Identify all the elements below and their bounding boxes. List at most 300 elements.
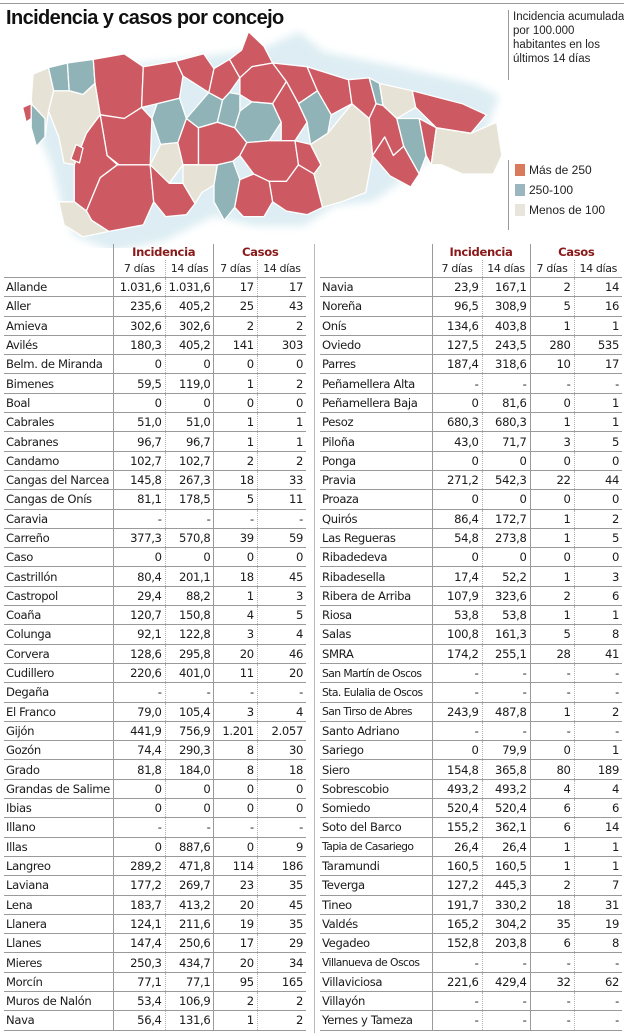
casos-7d: 3 <box>214 625 257 644</box>
incidencia-7d: - <box>113 683 165 702</box>
legend-label-low: Menos de 100 <box>529 203 606 217</box>
table-row <box>320 548 622 567</box>
incidencia-7d: 53,8 <box>432 606 482 625</box>
casos-14d: - <box>257 683 306 702</box>
casos-7d: - <box>530 991 574 1010</box>
concejo-name: Candamo <box>4 451 113 470</box>
concejo-name: Proaza <box>320 490 432 509</box>
table-row <box>320 972 622 991</box>
casos-7d: 1 <box>530 316 574 335</box>
concejo-name: Ibias <box>4 799 113 818</box>
incidencia-14d: 0 <box>482 548 530 567</box>
table-row <box>320 355 622 374</box>
header-blank <box>320 260 432 278</box>
table-row <box>320 297 622 316</box>
concejo-name: Castropol <box>4 586 113 605</box>
casos-14d: 1 <box>574 856 622 875</box>
incidencia-14d: 1.031,6 <box>165 278 214 297</box>
incidencia-7d: 302,6 <box>113 316 165 335</box>
casos-14d: 2 <box>257 374 306 393</box>
table-row <box>320 741 622 760</box>
table-row <box>320 567 622 586</box>
incidencia-7d: 520,4 <box>432 799 482 818</box>
casos-14d: 62 <box>574 972 622 991</box>
table-row <box>4 914 306 933</box>
concejo-name: Coaña <box>4 606 113 625</box>
concejo-name: Belm. de Miranda <box>4 355 113 374</box>
casos-14d: 165 <box>257 972 306 991</box>
incidencia-14d: 167,1 <box>482 278 530 297</box>
map-region-high <box>235 174 273 217</box>
incidencia-7d: 289,2 <box>113 856 165 875</box>
incidencia-7d: 0 <box>432 741 482 760</box>
concejo-name: Gozón <box>4 741 113 760</box>
casos-7d: 4 <box>530 779 574 798</box>
casos-7d: 18 <box>530 895 574 914</box>
casos-14d: 5 <box>257 606 306 625</box>
table-row <box>4 297 306 316</box>
incidencia-7d: 0 <box>432 490 482 509</box>
casos-7d: 22 <box>530 470 574 489</box>
incidencia-7d: 145,8 <box>113 470 165 489</box>
incidencia-7d: - <box>432 374 482 393</box>
table-row <box>320 934 622 953</box>
concejo-name: Grandas de Salime <box>4 779 113 798</box>
concejo-name: Corvera <box>4 644 113 663</box>
incidencia-14d: 413,2 <box>165 895 214 914</box>
table-row <box>4 335 306 354</box>
casos-14d: 1 <box>257 432 306 451</box>
incidencia-14d: 570,8 <box>165 528 214 547</box>
concejo-name: Lena <box>4 895 113 914</box>
incidencia-14d: 887,6 <box>165 837 214 856</box>
casos-7d: 0 <box>530 490 574 509</box>
casos-7d: 17 <box>214 934 257 953</box>
concejo-name: Langreo <box>4 856 113 875</box>
casos-7d: 17 <box>214 278 257 297</box>
incidencia-14d: 0 <box>165 393 214 412</box>
concejo-name: Ribadedeva <box>320 548 432 567</box>
incidencia-7d: 441,9 <box>113 721 165 740</box>
table-row <box>320 413 622 432</box>
casos-7d: 23 <box>214 876 257 895</box>
incidencia-14d: 0 <box>165 355 214 374</box>
table-row <box>320 374 622 393</box>
concejo-name: Soto del Barco <box>320 818 432 837</box>
casos-7d: 19 <box>214 914 257 933</box>
incidencia-14d: 267,3 <box>165 470 214 489</box>
header-cas-7: 7 días <box>530 260 574 278</box>
table-row <box>320 683 622 702</box>
incidencia-14d: 211,6 <box>165 914 214 933</box>
table-row <box>4 278 306 297</box>
table-row <box>320 644 622 663</box>
casos-7d: 20 <box>214 953 257 972</box>
concejo-name: Navia <box>320 278 432 297</box>
concejo-name: Bimenes <box>4 374 113 393</box>
concejo-name: Onís <box>320 316 432 335</box>
incidencia-7d: 493,2 <box>432 779 482 798</box>
casos-14d: 17 <box>574 355 622 374</box>
incidencia-7d: 152,8 <box>432 934 482 953</box>
incidencia-14d: 471,8 <box>165 856 214 875</box>
casos-7d: 1 <box>530 567 574 586</box>
incidencia-14d: 102,7 <box>165 451 214 470</box>
casos-14d: 14 <box>574 278 622 297</box>
casos-14d: 1 <box>574 606 622 625</box>
casos-7d: 5 <box>214 490 257 509</box>
casos-7d: 95 <box>214 972 257 991</box>
header-casos: Casos <box>214 244 306 260</box>
concejo-name: Castrillón <box>4 567 113 586</box>
incidencia-7d: 77,1 <box>113 972 165 991</box>
incidencia-7d: 235,6 <box>113 297 165 316</box>
casos-7d: 1 <box>214 413 257 432</box>
legend-swatch-mid <box>515 184 525 196</box>
incidencia-7d: 1.031,6 <box>113 278 165 297</box>
concejo-name: Cudillero <box>4 663 113 682</box>
table-row <box>4 413 306 432</box>
incidencia-14d: 302,6 <box>165 316 214 335</box>
concejo-name: SMRA <box>320 644 432 663</box>
legend-swatch-low <box>515 204 525 216</box>
incidencia-14d: 445,3 <box>482 876 530 895</box>
incidencia-14d: - <box>165 683 214 702</box>
concejo-name: Yernes y Tameza <box>320 1011 432 1030</box>
header-casos: Casos <box>530 244 622 260</box>
table-row <box>320 663 622 682</box>
incidencia-14d: 405,2 <box>165 297 214 316</box>
legend-item-low <box>513 200 624 220</box>
concejo-name: Sobrescobio <box>320 779 432 798</box>
incidencia-7d: 92,1 <box>113 625 165 644</box>
concejo-name: Sta. Eulalia de Oscos <box>320 683 432 702</box>
casos-14d: 59 <box>257 528 306 547</box>
casos-14d: 8 <box>574 934 622 953</box>
casos-7d: 20 <box>214 644 257 663</box>
incidencia-14d: 96,7 <box>165 432 214 451</box>
incidencia-14d: 255,1 <box>482 644 530 663</box>
incidencia-7d: 154,8 <box>432 760 482 779</box>
incidencia-14d: 403,8 <box>482 316 530 335</box>
concejo-name: Illas <box>4 837 113 856</box>
incidencia-7d: 680,3 <box>432 413 482 432</box>
table-row <box>320 625 622 644</box>
concejo-name: Villaviciosa <box>320 972 432 991</box>
concejo-name: Amieva <box>4 316 113 335</box>
table-row <box>4 470 306 489</box>
concejo-name: Caravia <box>4 509 113 528</box>
casos-14d: 3 <box>574 567 622 586</box>
casos-14d: - <box>574 721 622 740</box>
casos-14d: 535 <box>574 335 622 354</box>
incidencia-14d: 318,6 <box>482 355 530 374</box>
incidencia-14d: 0 <box>482 490 530 509</box>
incidencia-7d: 127,5 <box>432 335 482 354</box>
concejo-name: Tapia de Casariego <box>320 837 432 856</box>
table-row <box>320 876 622 895</box>
casos-7d: - <box>214 683 257 702</box>
legend-note: Incidencia acumulada por 100.000 habitantes en los últimos 14 días <box>508 10 624 80</box>
table-row <box>320 509 622 528</box>
incidencia-14d: 0 <box>165 799 214 818</box>
incidencia-14d: 362,1 <box>482 818 530 837</box>
concejo-name: Avilés <box>4 335 113 354</box>
casos-7d: 1 <box>530 528 574 547</box>
casos-14d: 35 <box>257 914 306 933</box>
incidencia-7d: 102,7 <box>113 451 165 470</box>
table-row <box>4 972 306 991</box>
table-row <box>4 934 306 953</box>
casos-14d: 4 <box>257 702 306 721</box>
incidencia-14d: 487,8 <box>482 702 530 721</box>
incidencia-7d: 174,2 <box>432 644 482 663</box>
incidencia-7d: 59,5 <box>113 374 165 393</box>
incidencia-7d: 86,4 <box>432 509 482 528</box>
casos-14d: 1 <box>574 316 622 335</box>
incidencia-7d: 26,4 <box>432 837 482 856</box>
incidencia-7d: 96,7 <box>113 432 165 451</box>
concejo-name: Oviedo <box>320 335 432 354</box>
casos-14d: 6 <box>574 799 622 818</box>
table-row <box>4 741 306 760</box>
casos-14d: 186 <box>257 856 306 875</box>
table-row <box>4 818 306 837</box>
table-row <box>4 625 306 644</box>
header-cas-14: 14 días <box>574 260 622 278</box>
concejo-name: Boal <box>4 393 113 412</box>
casos-7d: 18 <box>214 567 257 586</box>
incidencia-14d: 77,1 <box>165 972 214 991</box>
casos-14d: 0 <box>257 393 306 412</box>
incidencia-14d: 493,2 <box>482 779 530 798</box>
table-row <box>320 779 622 798</box>
concejo-name: Pravia <box>320 470 432 489</box>
incidencia-14d: 119,0 <box>165 374 214 393</box>
concejo-name: Cangas de Onís <box>4 490 113 509</box>
incidencia-7d: 96,5 <box>432 297 482 316</box>
table-row <box>4 895 306 914</box>
table-row <box>4 837 306 856</box>
casos-7d: 8 <box>214 760 257 779</box>
incidencia-14d: - <box>482 1011 530 1030</box>
table-row <box>320 856 622 875</box>
legend-item-mid <box>513 180 624 200</box>
concejo-name: Cabranes <box>4 432 113 451</box>
incidencia-14d: 434,7 <box>165 953 214 972</box>
incidencia-14d: 401,0 <box>165 663 214 682</box>
incidencia-14d: 330,2 <box>482 895 530 914</box>
concejo-name: Sariego <box>320 741 432 760</box>
casos-14d: 5 <box>574 528 622 547</box>
incidencia-7d: 79,0 <box>113 702 165 721</box>
incidencia-14d: 105,4 <box>165 702 214 721</box>
top-rule <box>0 3 624 4</box>
casos-14d: - <box>574 953 622 972</box>
table-row <box>4 644 306 663</box>
casos-14d: 43 <box>257 297 306 316</box>
casos-14d: 4 <box>257 625 306 644</box>
incidencia-14d: 250,6 <box>165 934 214 953</box>
casos-7d: 1 <box>530 837 574 856</box>
casos-7d: 280 <box>530 335 574 354</box>
incidencia-7d: 160,5 <box>432 856 482 875</box>
table-row <box>4 779 306 798</box>
table-row <box>320 953 622 972</box>
table-row <box>4 509 306 528</box>
table-row <box>4 355 306 374</box>
incidencia-7d: - <box>113 509 165 528</box>
casos-14d: 0 <box>257 779 306 798</box>
table-row <box>4 856 306 875</box>
incidencia-14d: 290,3 <box>165 741 214 760</box>
incidencia-7d: - <box>432 721 482 740</box>
legend-label-high: Más de 250 <box>529 163 592 177</box>
casos-7d: 0 <box>214 799 257 818</box>
casos-7d: 1 <box>530 856 574 875</box>
concejo-name: Piloña <box>320 432 432 451</box>
casos-7d: 11 <box>214 663 257 682</box>
incidencia-7d: 23,9 <box>432 278 482 297</box>
concejo-name: Grado <box>4 760 113 779</box>
incidencia-14d: 150,8 <box>165 606 214 625</box>
table-row <box>320 818 622 837</box>
casos-7d: 8 <box>214 741 257 760</box>
casos-14d: 2.057 <box>257 721 306 740</box>
casos-7d: 3 <box>530 432 574 451</box>
incidencia-14d: 184,0 <box>165 760 214 779</box>
concejo-name: San Martín de Oscos <box>320 663 432 682</box>
casos-14d: 0 <box>257 355 306 374</box>
casos-7d: 1 <box>530 606 574 625</box>
table-row <box>4 760 306 779</box>
incidencia-14d: - <box>482 721 530 740</box>
concejo-name: Morcín <box>4 972 113 991</box>
header-inc-7: 7 días <box>432 260 482 278</box>
casos-7d: 1 <box>530 413 574 432</box>
page-title: Incidencia y casos por concejo <box>6 7 284 29</box>
casos-14d: 45 <box>257 895 306 914</box>
concejo-name: Ponga <box>320 451 432 470</box>
incidencia-7d: 53,4 <box>113 991 165 1010</box>
table-row <box>4 316 306 335</box>
incidencia-14d: 26,4 <box>482 837 530 856</box>
table-row <box>320 799 622 818</box>
table-row <box>320 432 622 451</box>
casos-7d: 0 <box>214 837 257 856</box>
casos-7d: 2 <box>214 991 257 1010</box>
choropleth-map <box>14 26 514 248</box>
casos-14d: 14 <box>574 818 622 837</box>
incidencia-7d: 221,6 <box>432 972 482 991</box>
casos-14d: - <box>257 509 306 528</box>
incidencia-7d: 107,9 <box>432 586 482 605</box>
casos-7d: 0 <box>214 355 257 374</box>
casos-7d: 0 <box>530 393 574 412</box>
table-row <box>4 567 306 586</box>
concejo-name: El Franco <box>4 702 113 721</box>
table-row <box>4 721 306 740</box>
incidencia-14d: 88,2 <box>165 586 214 605</box>
incidencia-7d: - <box>432 663 482 682</box>
header-inc-7: 7 días <box>113 260 165 278</box>
incidencia-7d: 0 <box>113 393 165 412</box>
concejo-name: Peñamellera Baja <box>320 393 432 412</box>
concejo-name: Laviana <box>4 876 113 895</box>
incidencia-7d: 183,7 <box>113 895 165 914</box>
casos-14d: 2 <box>574 509 622 528</box>
incidencia-7d: 56,4 <box>113 1011 165 1030</box>
table-row <box>320 451 622 470</box>
incidencia-7d: 120,7 <box>113 606 165 625</box>
concejo-name: Vegadeo <box>320 934 432 953</box>
casos-14d: - <box>574 991 622 1010</box>
casos-14d: 34 <box>257 953 306 972</box>
incidencia-7d: 177,2 <box>113 876 165 895</box>
casos-14d: 2 <box>257 991 306 1010</box>
incidencia-14d: 542,3 <box>482 470 530 489</box>
casos-7d: 80 <box>530 760 574 779</box>
casos-7d: 1 <box>530 509 574 528</box>
casos-7d: 25 <box>214 297 257 316</box>
incidencia-14d: - <box>165 509 214 528</box>
incidencia-14d: 122,8 <box>165 625 214 644</box>
concejo-name: Peñamellera Alta <box>320 374 432 393</box>
casos-7d: 0 <box>530 451 574 470</box>
incidencia-14d: 308,9 <box>482 297 530 316</box>
incidencia-7d: 127,2 <box>432 876 482 895</box>
table-row <box>320 1011 622 1030</box>
incidencia-14d: 273,8 <box>482 528 530 547</box>
header-incidencia: Incidencia <box>113 244 213 260</box>
table-row <box>320 586 622 605</box>
incidencia-7d: 124,1 <box>113 914 165 933</box>
casos-14d: - <box>574 663 622 682</box>
casos-7d: 4 <box>214 606 257 625</box>
casos-7d: 0 <box>214 779 257 798</box>
table-row <box>4 683 306 702</box>
header-cas-14: 14 días <box>257 260 306 278</box>
concejo-name: Gijón <box>4 721 113 740</box>
casos-14d: 0 <box>257 548 306 567</box>
table-left <box>4 244 306 1031</box>
incidencia-7d: 17,4 <box>432 567 482 586</box>
incidencia-14d: 0 <box>482 451 530 470</box>
casos-14d: - <box>574 683 622 702</box>
concejo-name: Las Regueras <box>320 528 432 547</box>
incidencia-14d: - <box>482 683 530 702</box>
concejo-name: Taramundi <box>320 856 432 875</box>
incidencia-14d: 365,8 <box>482 760 530 779</box>
incidencia-14d: 81,6 <box>482 393 530 412</box>
concejo-name: Llanera <box>4 914 113 933</box>
concejo-name: Quirós <box>320 509 432 528</box>
table-row <box>320 335 622 354</box>
incidencia-7d: 54,8 <box>432 528 482 547</box>
casos-7d: 2 <box>214 451 257 470</box>
casos-14d: 9 <box>257 837 306 856</box>
table-row <box>320 528 622 547</box>
incidencia-7d: 243,9 <box>432 702 482 721</box>
header-blank <box>320 244 432 260</box>
table-row <box>320 914 622 933</box>
casos-7d: 0 <box>214 548 257 567</box>
casos-7d: 5 <box>530 625 574 644</box>
incidencia-14d: 172,7 <box>482 509 530 528</box>
table-row <box>320 278 622 297</box>
incidencia-7d: 80,4 <box>113 567 165 586</box>
concejo-name: Illano <box>4 818 113 837</box>
